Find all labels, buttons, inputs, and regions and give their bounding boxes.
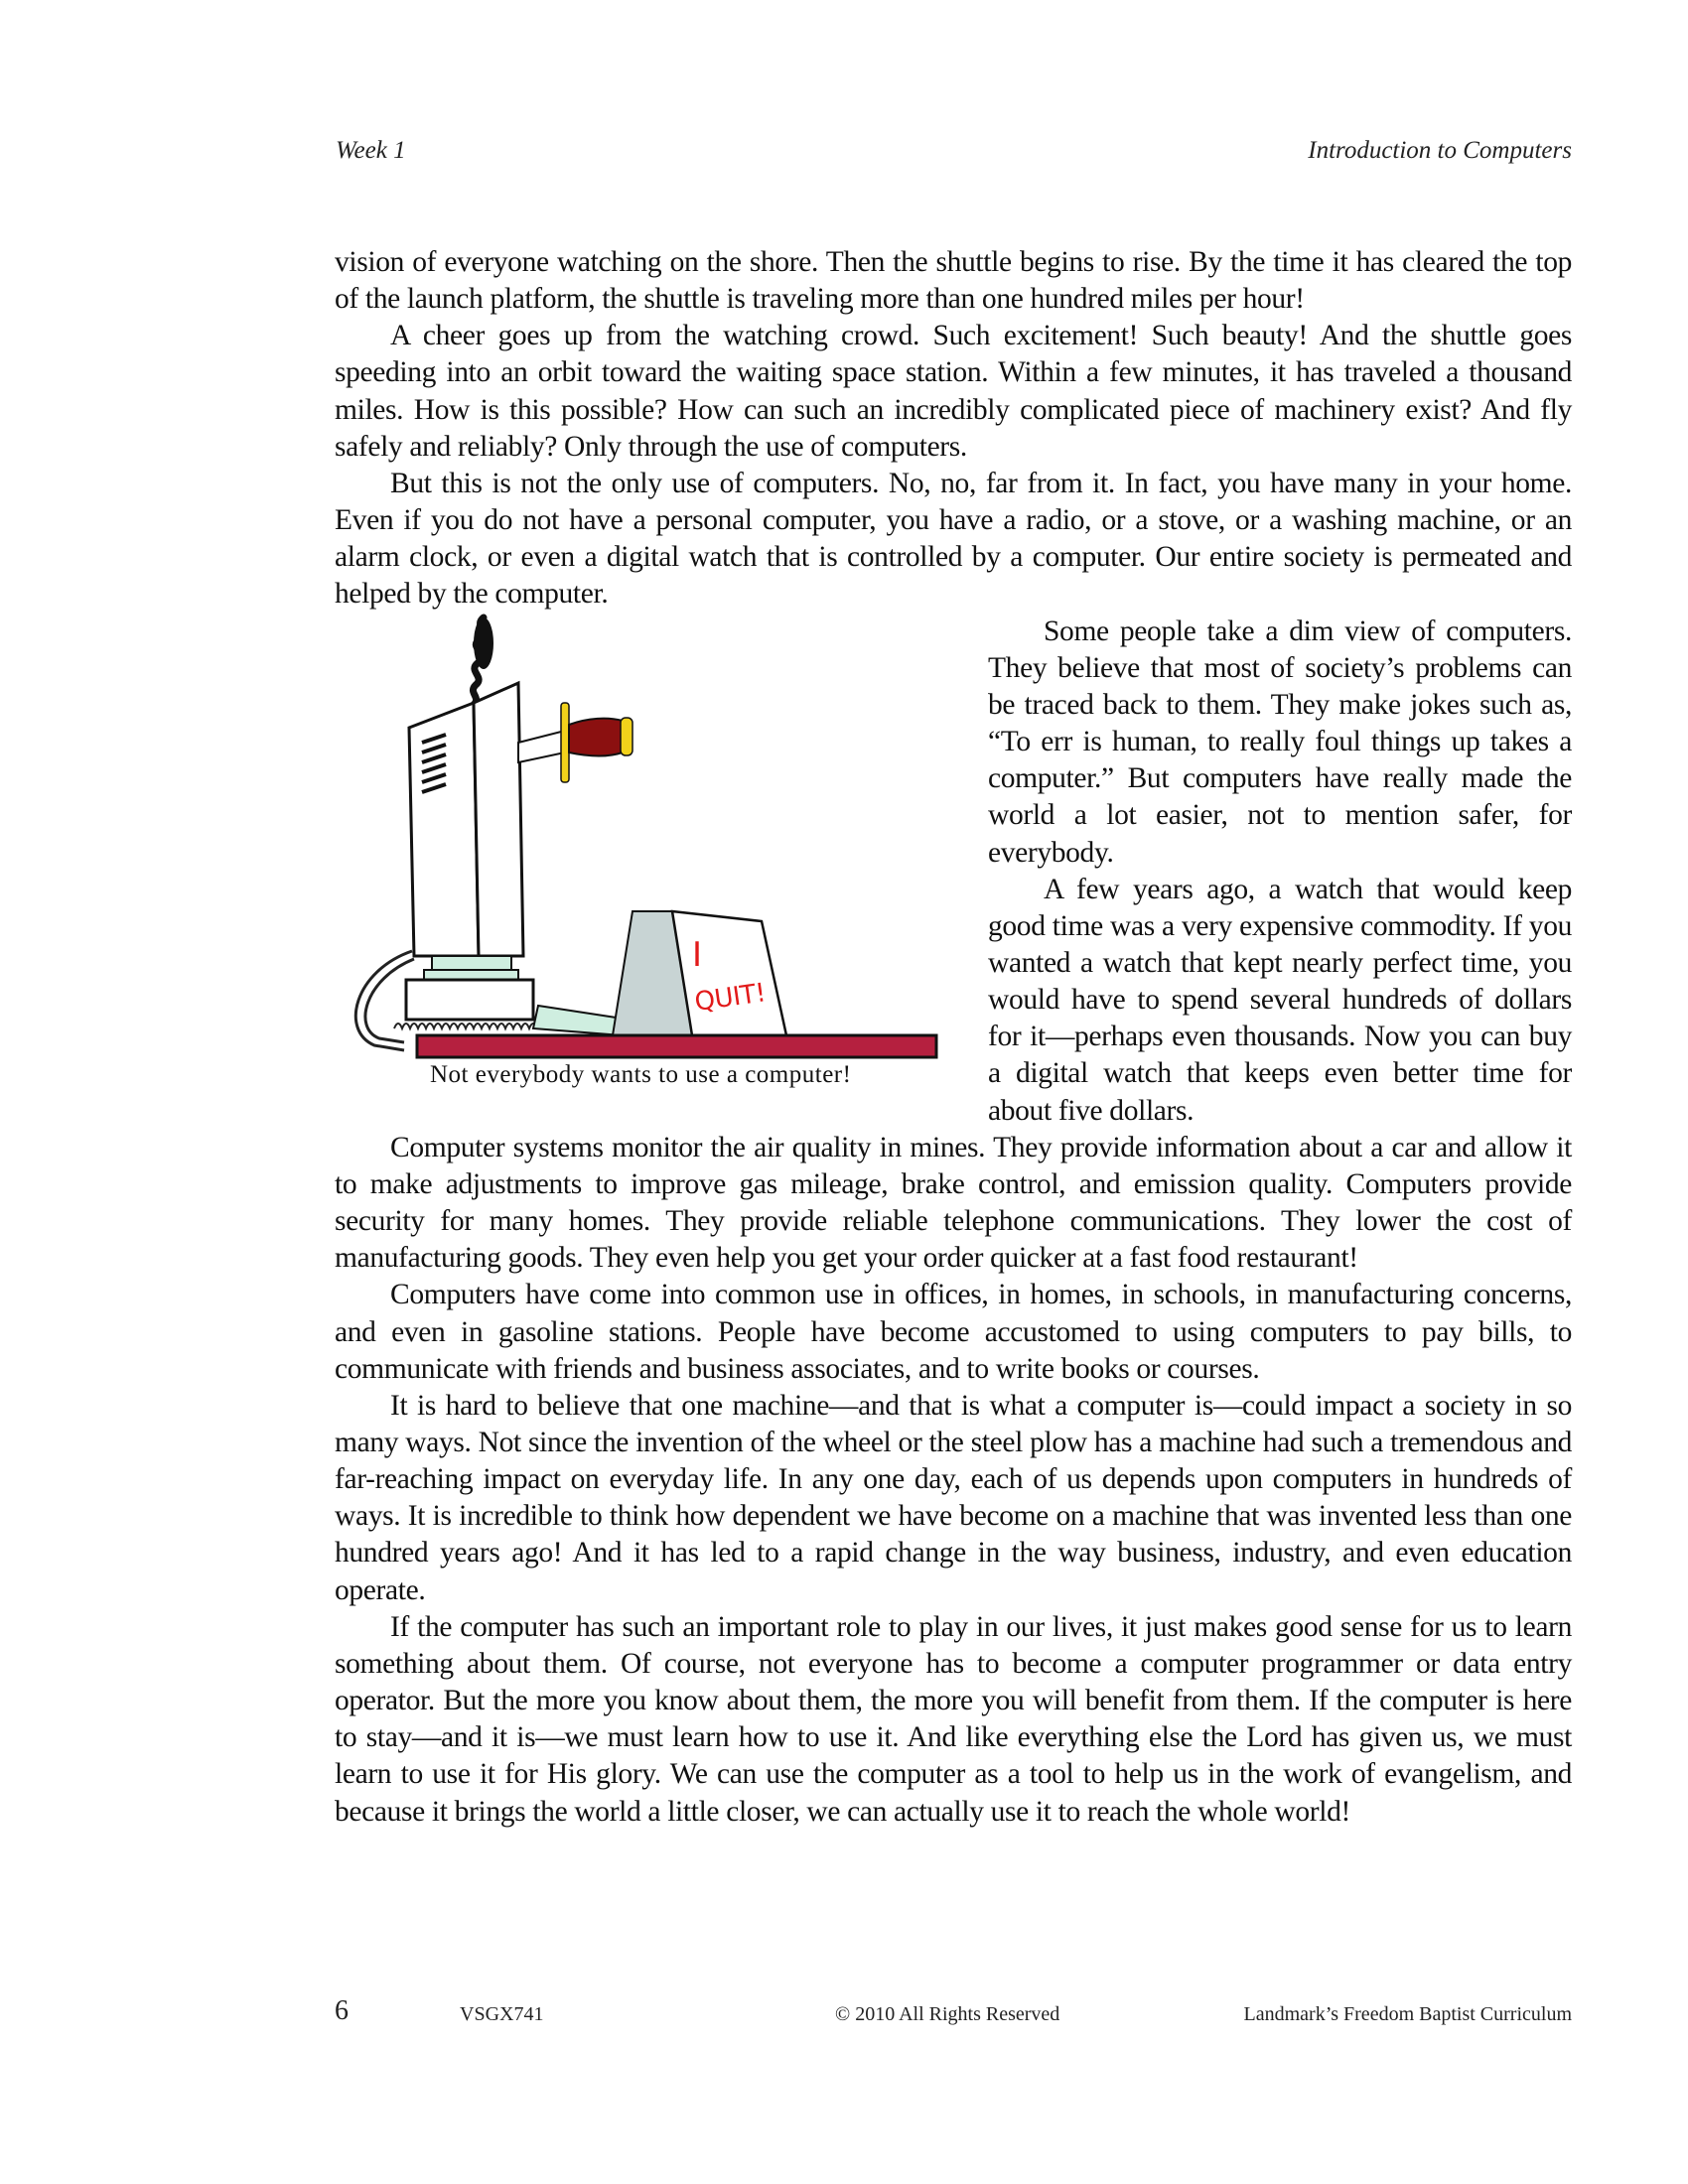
- paragraph-1: vision of everyone watching on the shore. Then the shuttle begins to rise. By the time it has cleared the top of the launch platform, the shuttle is traveling more than one hundred miles per hour!: [335, 246, 1572, 316]
- paragraph-4: Some people take a dim view of computers. They believe that most of society’s problems can be traced back to them. They make jokes such as, “To err is human, to really foul things up takes a computer.” But computers have really made the world a lot easier, not to mention safer, for everybody.: [988, 614, 1572, 869]
- paragraph-6: Computer systems monitor the air quality in mines. They provide information about a car and allow it to make adjustments to improve gas mileage, brake control, and emission quality. Computers provide security for many homes. They provide reliable telephone communications. They lower the cost of manufacturing goods. They even help you get your order quicker at a fast food restaurant!: [335, 1131, 1572, 1275]
- figure-caption: Not everybody wants to use a computer!: [430, 1060, 852, 1088]
- paragraph-2: A cheer goes up from the watching crowd. Such excitement! Such beauty! And the shuttle goes speeding into an orbit toward the waiting space station. Within a few minutes, it has traveled a thousand miles. How is this possible? How can such an incredibly complicated piece of machinery exist? And fly safely and reliably? Only through the use of computers.: [335, 320, 1572, 463]
- publisher-name: Landmark’s Freedom Baptist Curriculum: [1243, 2003, 1572, 2025]
- sign-text-line1: I: [692, 934, 702, 975]
- paragraph-5: A few years ago, a watch that would keep good time was a very expensive commodity. If you wanted a watch that kept nearly perfect time, you would have to spend several hundreds of dollars for it—perhaps even thousands. Now you can buy a digital watch that keeps even better time for about five dollars.: [988, 873, 1572, 1127]
- course-code: VSGX741: [460, 2003, 544, 2025]
- running-header-week: Week 1: [336, 137, 406, 164]
- paragraph-7: Computers have come into common use in offices, in homes, in schools, in manufacturing concerns, and even in gasoline stations. People have become accustomed to using computers to pay bills, to communicate with friends and business associates, and to write books or courses.: [335, 1279, 1572, 1385]
- figure-computer-illustration: [335, 614, 950, 1130]
- page-number: 6: [335, 1995, 349, 2026]
- running-header-title: Introduction to Computers: [1308, 137, 1572, 164]
- stabbed-computer-icon: [335, 614, 950, 1130]
- copyright-notice: © 2010 All Rights Reserved: [835, 2003, 1060, 2025]
- body-text: [335, 244, 1572, 1831]
- paragraph-9: If the computer has such an important role to play in our lives, it just makes good sense for us to learn something about them. Of course, not everyone has to become a computer programmer or data entry operator. But the more you know about them, the more you will benefit from them. If the computer is here to stay—and it is—we must learn how to use it. And like everything else the Lord has given us, we must learn to use it for His glory. We can use the computer as a tool to help us in the work of evangelism, and because it brings the world a little closer, we can actually use it to reach the whole world!: [335, 1610, 1572, 1828]
- paragraph-8: It is hard to believe that one machine—and that is what a computer is—could impact a society in so many ways. Not since the invention of the wheel or the steel plow has a machine had such a tremendous and far-reaching impact on everyday life. In any one day, each of us depends upon computers in hundreds of ways. It is incredible to think how dependent we have become on a machine that was invented less than one hundred years ago! And it has led to a rapid change in the way business, industry, and even education operate.: [335, 1389, 1572, 1606]
- sign-text-line2: QUIT!: [692, 977, 768, 1018]
- paragraph-3: But this is not the only use of computers. No, no, far from it. In fact, you have many in your home. Even if you do not have a personal computer, you have a radio, or a stove, or a washing machine, or an alarm clock, or even a digital watch that is controlled by a computer. Our entire society is permeated and helped by the computer.: [335, 467, 1572, 611]
